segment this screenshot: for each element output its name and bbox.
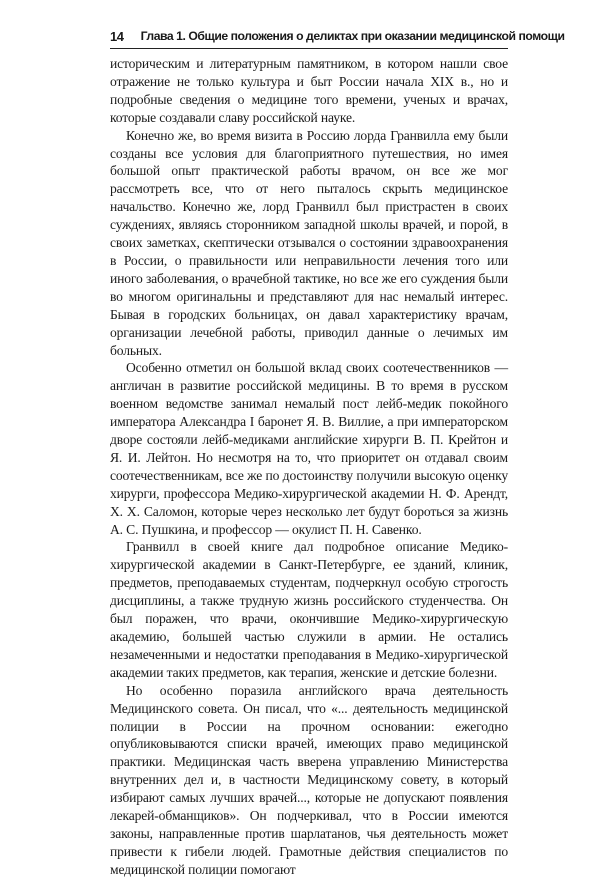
paragraph: Особенно отметил он большой вклад своих соотечественников — англичан в развитие российской медицины. В то время в русском военном ведомстве занимал немалый пост лейб-медик покойного императора Александра I баронет Я. В. Виллие, а при императорском дворе состояли лейб-медиками английские хирурги В. П. Крейтон и Я. И. Лейтон. Но несмотря на то, что приоритет он отдавал своим соотечественникам, все же по достоинству получили высокую оценку хирурги, профессора Медико-хирургической академии Н. Ф. Арендт, Х. Х. Саломон, которые через несколько лет будут бороться за жизнь А. С. Пушкина, и профессор — окулист П. Н. Савенко. bbox=[110, 360, 508, 537]
chapter-title: Глава 1. Общие положения о деликтах при оказании медицинской помощи bbox=[140, 29, 565, 43]
page-number: 14 bbox=[110, 28, 124, 44]
paragraph: историческим и литературным памятником, в котором нашли свое отражение не только культура и быт России начала XIX в., но и подробные сведения о медицине того времени, ученых и врачах, которые создавали славу российской науке. bbox=[110, 56, 508, 125]
paragraph: Гранвилл в своей книге дал подробное описание Медико-хирургической академии в Санкт-Петербурге, ее зданий, клиник, предметов, преподаваемых студентам, подчеркнул особую строгость дисциплины, а также трудную жизнь российского студенчества. Он был поражен, что врачи, окончившие Медико-хирургическую академию, большей частью служили в армии. Не остались незамеченными и недостатки преподавания в Медико-хирургической академии таких предметов, как терапия, женские и детские болезни. bbox=[110, 539, 508, 680]
book-page bbox=[110, 26, 565, 879]
running-head bbox=[110, 26, 565, 49]
body-text bbox=[110, 55, 508, 879]
paragraph: Конечно же, во время визита в Россию лорда Гранвилла ему были созданы все условия для благоприятного путешествия, но имея большой опыт практической работы врачом, он все же мог рассмотреть все, что от него пыталось скрыть медицинское начальство. Конечно же, лорд Гранвилл был пристрастен в своих суждениях, являясь сторонником западной школы врачей, и порой, в своих заметках, скептически отзывался о состоянии здравоохранения в России, о правильности или неправильности лечения того или иного заболевания, о врачебной тактике, но все же его суждения были во многом оригинальны и представляют для нас немалый интерес. Бывая в городских больницах, он давал характеристику врачам, организации лечебной работы, приводил данные о лечимых им больных. bbox=[110, 127, 508, 358]
paragraph: Но особенно поразила английского врача деятельность Медицинского совета. Он писал, что «... деятельность медицинской полиции в России на прочном основании: ежегодно опубликовываются списки врачей, имеющих право медицинской практики. Медицинская часть вверена управлению Министерства внутренних дел и, в частности Медицинскому совету, в который избирают самых лучших врачей..., которые не допускают появления лекарей-обманщиков». Он подчеркивал, что в России имеются законы, направленные против шарлатанов, чья деятельность может привести к гибели людей. Грамотные действия специалистов по медицинской полиции помогают bbox=[110, 682, 508, 877]
